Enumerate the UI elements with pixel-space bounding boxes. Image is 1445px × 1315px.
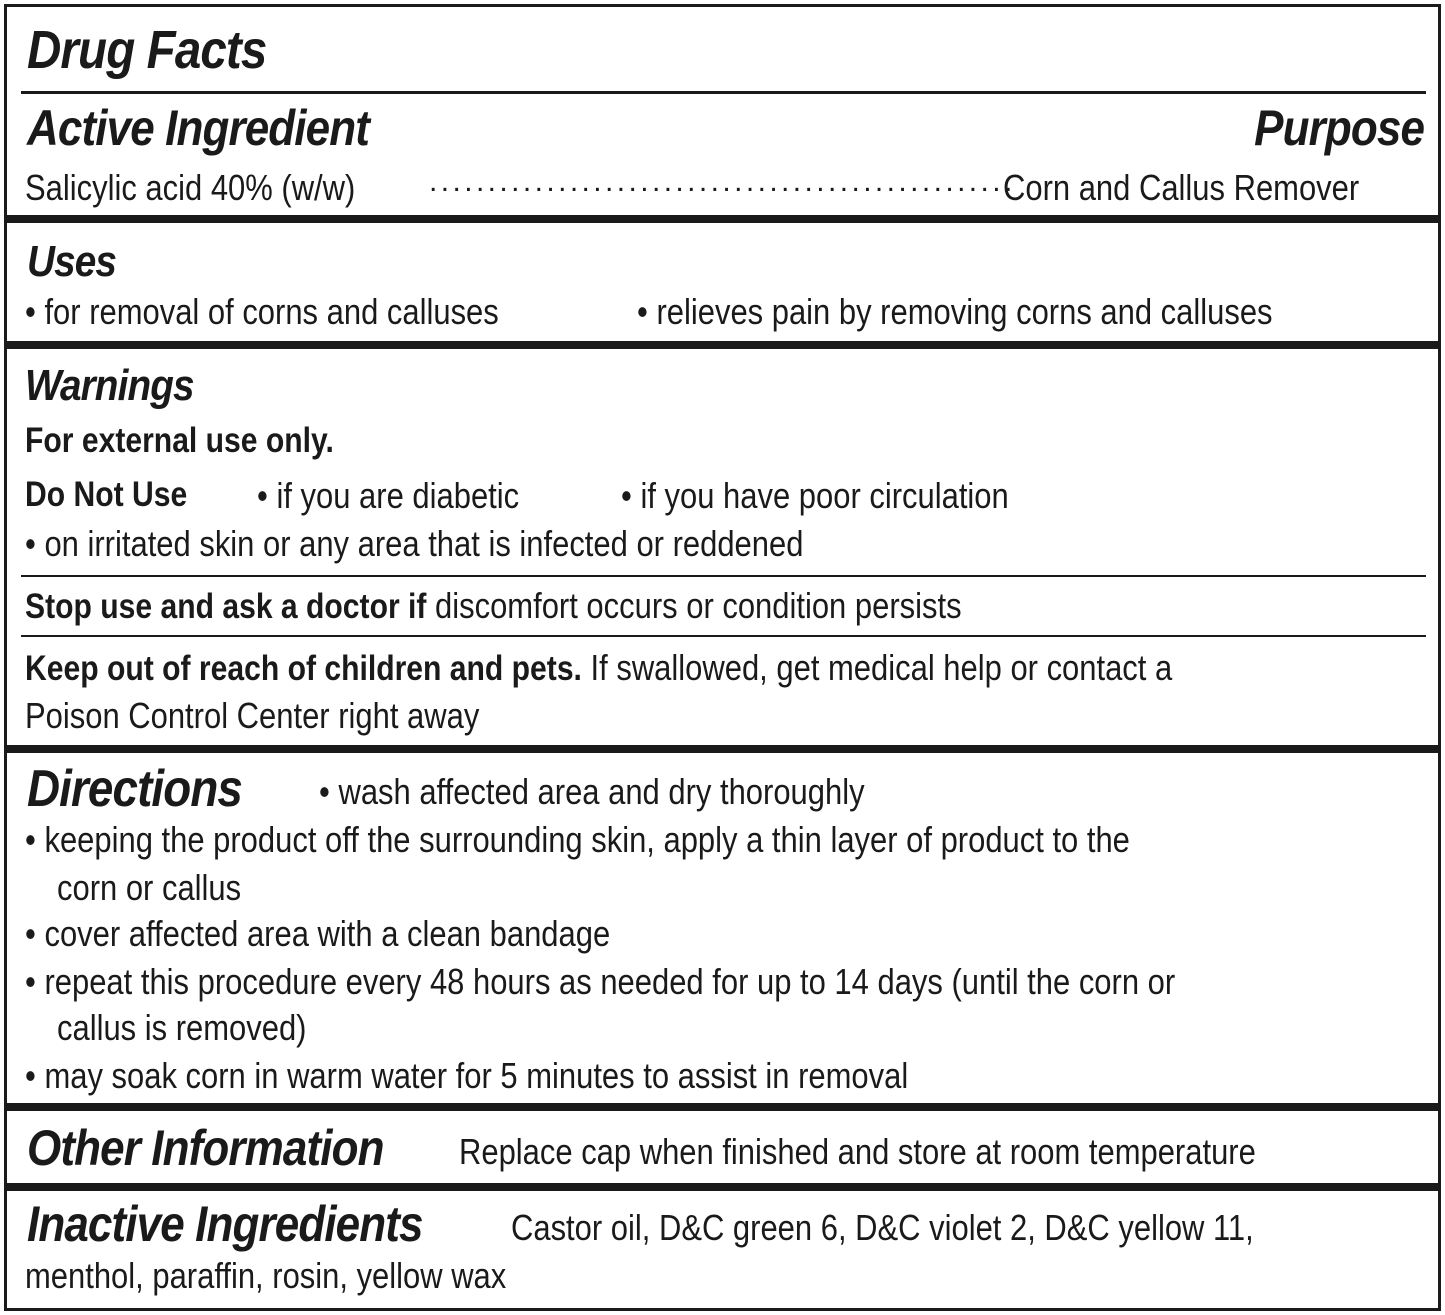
directions-heading: Directions — [27, 760, 242, 818]
subsection-divider — [21, 635, 1426, 637]
section-divider — [7, 745, 1438, 753]
uses-item: • for removal of corns and calluses — [25, 291, 499, 332]
drug-facts-title: Drug Facts — [27, 20, 267, 80]
do-not-use-item: • on irritated skin or any area that is infected or reddened — [25, 523, 804, 564]
keep-out-text-continued: Poison Control Center right away — [25, 695, 480, 736]
do-not-use-item: • if you have poor circulation — [621, 475, 1009, 516]
directions-item-continued: callus is removed) — [57, 1007, 307, 1048]
other-information-text: Replace cap when finished and store at room temperature — [459, 1131, 1256, 1172]
subsection-divider — [21, 575, 1426, 577]
directions-item: • repeat this procedure every 48 hours as needed for up to 14 days (until the corn or — [25, 961, 1176, 1002]
keep-out-text: If swallowed, get medical help or contact a — [590, 647, 1173, 688]
stop-use-text: discomfort occurs or condition persists — [435, 585, 962, 626]
section-divider — [7, 1183, 1438, 1191]
warnings-heading: Warnings — [25, 361, 194, 410]
title-divider — [21, 91, 1426, 94]
drug-facts-panel — [4, 4, 1441, 1311]
purpose-heading: Purpose — [1254, 100, 1424, 156]
directions-item-continued: corn or callus — [57, 867, 242, 908]
bullet: • — [25, 913, 36, 954]
active-ingredient-value: Salicylic acid 40% (w/w) — [25, 167, 356, 208]
bullet: • — [257, 475, 268, 516]
purpose-value: Corn and Callus Remover — [1003, 167, 1360, 208]
stop-use-line — [25, 585, 962, 627]
bullet: • — [637, 291, 648, 332]
section-divider — [7, 341, 1438, 349]
directions-item: • wash affected area and dry thoroughly — [319, 771, 865, 812]
bullet: • — [25, 523, 36, 564]
external-use-warning: For external use only. — [25, 421, 334, 460]
bullet: • — [25, 961, 36, 1002]
uses-heading: Uses — [27, 237, 117, 286]
inactive-ingredients-text-continued: menthol, paraffin, rosin, yellow wax — [25, 1255, 507, 1296]
stop-use-label: Stop use and ask a doctor if — [25, 587, 427, 626]
inactive-ingredients-heading: Inactive Ingredients — [27, 1196, 423, 1252]
dot-leader: .................................................. — [429, 165, 1016, 198]
keep-out-line — [25, 647, 1172, 689]
keep-out-label: Keep out of reach of children and pets. — [25, 649, 582, 688]
directions-item: • keeping the product off the surrounding skin, apply a thin layer of product to the — [25, 819, 1130, 860]
do-not-use-item: • if you are diabetic — [257, 475, 520, 516]
bullet: • — [25, 291, 36, 332]
other-information-heading: Other Information — [27, 1120, 384, 1176]
directions-item: • cover affected area with a clean bandage — [25, 913, 611, 954]
bullet: • — [319, 771, 330, 812]
section-divider — [7, 215, 1438, 223]
do-not-use-label: Do Not Use — [25, 475, 188, 514]
bullet: • — [25, 819, 36, 860]
section-divider — [7, 1103, 1438, 1111]
inactive-ingredients-text: Castor oil, D&C green 6, D&C violet 2, D&C yellow 11, — [511, 1207, 1254, 1248]
bullet: • — [621, 475, 632, 516]
directions-item: • may soak corn in warm water for 5 minutes to assist in removal — [25, 1055, 909, 1096]
uses-item: • relieves pain by removing corns and calluses — [637, 291, 1273, 332]
active-ingredient-heading: Active Ingredient — [27, 100, 370, 156]
bullet: • — [25, 1055, 36, 1096]
